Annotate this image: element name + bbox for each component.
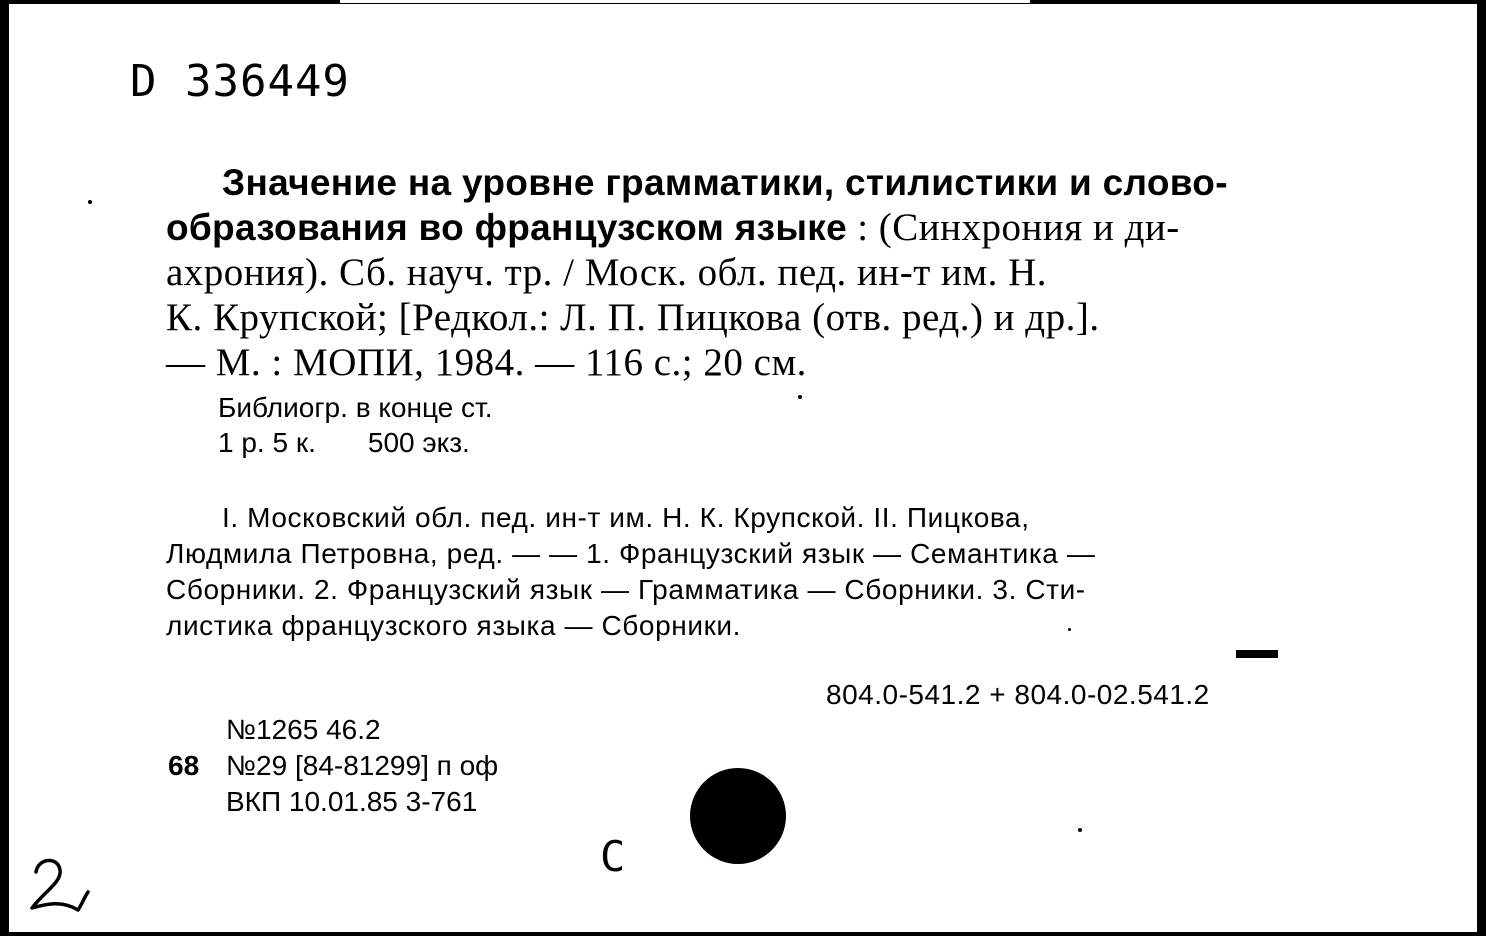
registration-codes — [168, 712, 498, 820]
code-row — [168, 712, 498, 748]
title-rest-part: К. Крупской; [Редкол.: Л. П. Пицкова (отв. ред.) и др.]. — [166, 296, 1100, 339]
bibliographic-description — [166, 160, 1346, 385]
title-rest-part: ахрония). Сб. науч. тр. / Моск. обл. пед. ин-т им. Н. — [166, 251, 1047, 294]
punched-hole-mark — [690, 768, 786, 864]
tracing-line: листика французского языка — Сборники. — [166, 610, 742, 641]
code-row-text: ВКП 10.01.85 3-761 — [226, 786, 478, 817]
tracing-line: Людмила Петровна, ред. — — 1. Французский язык — Семантика — — [166, 538, 1096, 569]
code-row-number: 68 — [168, 750, 200, 781]
title-line-4 — [166, 295, 1346, 340]
code-row-text: №1265 46.2 — [226, 714, 381, 745]
subject-tracings — [166, 500, 1346, 644]
title-line-1 — [166, 160, 1346, 205]
price: 1 р. 5 к. — [218, 427, 316, 458]
call-number: D 336449 — [130, 56, 350, 107]
price-line — [218, 425, 493, 460]
stamp-letter: С — [600, 832, 626, 881]
title-line-3 — [166, 250, 1346, 295]
title-rest-part: : (Синхрония и ди- — [846, 206, 1180, 249]
speck — [88, 200, 92, 204]
tracing-line: I. Московский обл. пед. ин-т им. Н. К. Крупской. II. Пицкова, — [222, 502, 1030, 533]
code-row-number — [168, 784, 226, 820]
dash-mark — [1236, 650, 1278, 658]
bibliography-note: Библиогр. в конце ст. — [218, 392, 493, 423]
card-left-edge — [0, 0, 9, 936]
title-rest-part: — М. : МОПИ, 1984. — 116 с.; 20 см. — [166, 341, 807, 384]
code-row — [168, 748, 498, 784]
title-bold-part: образования во французском языке — [166, 207, 847, 248]
notes-block — [218, 390, 493, 460]
speck — [798, 395, 802, 399]
udc-classification: 804.0-541.2 + 804.0-02.541.2 — [826, 679, 1210, 710]
card-right-edge — [1477, 0, 1486, 936]
speck — [1068, 628, 1071, 631]
card-top-edge-gap — [340, 0, 1030, 3]
handwritten-number-2 — [22, 848, 92, 918]
card-bottom-edge — [0, 932, 1486, 936]
speck — [1078, 828, 1082, 832]
print-run: 500 экз. — [367, 427, 470, 458]
title-bold-part: Значение на уровне грамматики, стилистики и слово- — [222, 162, 1228, 203]
code-row-number — [168, 712, 226, 748]
code-row — [168, 784, 498, 820]
code-row-text: №29 [84-81299] п оф — [226, 750, 499, 781]
title-line-2 — [166, 205, 1346, 250]
title-line-5 — [166, 340, 1346, 385]
tracing-line: Сборники. 2. Французский язык — Грамматика — Сборники. 3. Сти- — [166, 574, 1086, 605]
